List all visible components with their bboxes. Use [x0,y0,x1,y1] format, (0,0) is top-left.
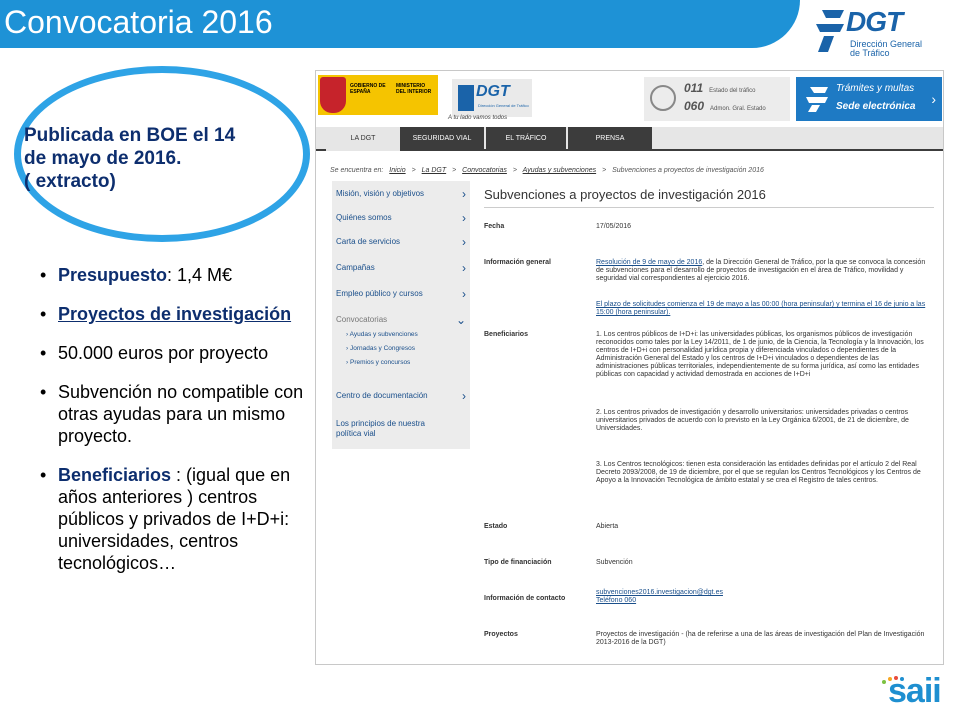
saii-logo [880,670,960,716]
field-value-fecha: 17/05/2016 [596,223,632,230]
dgt-logo [814,6,954,60]
bullet-subvencion [34,381,314,447]
webpage-dgt-sub: Dirección General de Tráfico [478,103,529,108]
sidebar-item-quienes[interactable]: Quiénes somos › [336,211,466,225]
bullet-list [34,264,314,591]
chevron-down-icon: ⌄ [455,313,466,327]
webpage-sidebar [332,181,470,449]
phone-row-011: 011 Estado del tráfico [684,81,756,95]
dgt-logo-sub-line2: de Tráfico [850,48,890,58]
bullet-text: : (igual que en años anteriores ) centros públicos y privados de I+D+i: universidades, centros tecnológicos… [58,465,291,573]
ministerio-text: MINISTERIO DEL INTERIOR [396,83,432,95]
sidebar-subitem-jornadas[interactable]: › Jornadas y Congresos [346,345,416,352]
tramites-sede-button[interactable] [796,77,942,121]
field-label-fecha: Fecha [484,223,505,230]
saii-word: saii [888,672,941,710]
breadcrumb-sep: > [512,167,517,174]
field-label-estado: Estado [484,523,508,530]
dgt-logo-word: DGT [846,6,903,37]
breadcrumb-sep: > [602,167,607,174]
chevron-right-icon: › [462,287,466,301]
sidebar-item-mision[interactable]: Misión, visión y objetivos › [336,187,466,201]
chevron-right-icon: › [931,91,936,107]
breadcrumb-current: Subvenciones a proyectos de investigación 2016 [612,167,764,174]
bullet-label: Proyectos de investigación [58,304,292,324]
bullet-dot: • [40,465,47,485]
bullet-dot: • [40,304,47,324]
bullet-proyectos [34,303,314,325]
field-label-tipo: Tipo de financiación [484,559,552,566]
sidebar-item-principios[interactable]: Los principios de nuestra política vial [336,419,425,438]
coat-of-arms-icon [320,77,346,113]
field-label-info: Información general [484,259,551,266]
bullet-text: : 1,4 M€ [167,265,233,285]
webpage-dgt-word: DGT [476,83,510,100]
bullet-dot: • [40,265,47,285]
dgt-mark-icon [458,85,474,111]
tab-seguridad-vial[interactable]: SEGURIDAD VIAL [400,127,484,151]
field-value-benef-2: 2. Los centros privados de investigación y desarrollo universitarios: universidades privadas o centros universitarios privados de acuerdo con lo previsto en la Ley Orgánica 6/2001, de 21 de diciembre, de Universidades. [596,409,909,432]
breadcrumb [330,167,768,174]
field-value-benef-1: 1. Los centros públicos de I+D+i: las universidades públicas, los organismos públicos de investigación reconocidos como tales por la Ley 14/2011, de 1 de junio, de la Ciencia, la Tecnología y la Innovación, los centros de I+D+i con personalidad jurídica propia y diferenciada vinculados o dependientes de la Administración General del Estado y los centros de I+D+i vinculados o dependientes de las administraciones públicas territoriales, independientemente de su forma jurídica, así como las entidades públicas con capacidad y actividad demostrada en acciones de I+D+i [596,331,924,378]
dgt-webpage-screenshot [315,70,944,665]
bullet-label: Beneficiarios [58,465,172,485]
sidebar-item-carta[interactable]: Carta de servicios › [336,235,466,249]
webpage-header [316,71,944,127]
breadcrumb-sep: > [452,167,457,174]
sidebar-subitem-ayudas[interactable]: › Ayudas y subvenciones [346,331,418,338]
chevron-right-icon: › [462,235,466,249]
title-bar [0,0,800,48]
webpage-dgt-logo[interactable] [452,79,532,117]
gobierno-logo[interactable] [318,75,438,115]
gobierno-text: GOBIERNO DE ESPAÑA [350,83,386,95]
webpage-nav [316,127,944,151]
tab-el-trafico[interactable]: EL TRÁFICO [486,127,566,151]
field-value-plazo [596,301,932,317]
bullet-euros [34,342,314,364]
breadcrumb-la-dgt[interactable]: La DGT [421,167,447,174]
breadcrumb-inicio[interactable]: Inicio [389,167,406,174]
tramites-label: Trámites y multas [836,83,915,94]
dgt-plus-icon [804,85,830,113]
breadcrumb-convocatorias[interactable]: Convocatorias [462,167,507,174]
contact-email-link[interactable]: subvenciones2016.investigacion@dgt.es [596,589,723,596]
resolucion-link[interactable]: Resolución de 9 de mayo de 2016 [596,259,703,266]
page-title: Subvenciones a proyectos de investigación 2016 [484,187,766,202]
field-value-proyectos: Proyectos de investigación - (ha de referirse a una de las áreas de investigación del Plan de Investigación 2013-2016 de la DGT) [596,631,925,646]
chevron-right-icon: › [462,211,466,225]
webpage-main-content [478,181,944,665]
dgt-logo-sub [850,40,922,58]
sidebar-subitem-premios[interactable]: › Premios y concursos [346,359,411,366]
contact-phone-link[interactable]: Teléfono 060 [596,597,637,604]
sidebar-item-documentacion[interactable]: Centro de documentación › [336,389,466,403]
tab-la-dgt[interactable]: LA DGT [326,127,400,151]
sidebar-item-empleo[interactable]: Empleo público y cursos › [336,287,466,301]
dgt-logo-sub-line1: Dirección General [850,39,923,49]
field-value-contacto [596,589,932,605]
chevron-right-icon: › [462,261,466,275]
boe-line-3: ( extracto) [24,171,116,192]
boe-highlight-text [24,124,294,193]
breadcrumb-prefix: Se encuentra en: [330,167,384,174]
field-value-benef-3: 3. Los Centros tecnológicos: tienen esta consideración las entidades definidas por el artículo 2 del Real Decreto 2093/2008, de 19 de diciembre, por el que se regulan los Centros Tecnológicos y los Centros de Apoyo a la Innovación Tecnológica de ámbito estatal y se crea el Registro de tales centros. [596,461,921,484]
sidebar-item-campanas[interactable]: Campañas › [336,261,466,275]
plazo-link[interactable]: El plazo de solicitudes comienza el 19 de mayo a las 00:00 (hora peninsular) y termina el 16 de junio a las 15:00 (hora peninsular). [596,301,926,316]
dgt-plus-icon [814,8,846,54]
bullet-dot: • [40,343,47,363]
field-label-contacto: Información de contacto [484,595,566,602]
field-label-proyectos: Proyectos [484,631,518,638]
bullet-text: 50.000 euros por proyecto [58,343,269,363]
bullet-dot: • [40,382,47,402]
phone-info-box[interactable] [644,77,790,121]
field-value-tipo: Subvención [596,559,633,566]
bullet-label: Presupuesto [58,265,168,285]
boe-line-1: Publicada en BOE el 14 [24,125,236,146]
sede-label: Sede electrónica [836,101,916,112]
breadcrumb-sep: > [411,167,416,174]
sidebar-item-convocatorias[interactable]: Convocatorias ⌄ [336,313,466,327]
field-value-info [596,259,932,283]
boe-line-2: de mayo de 2016. [24,148,182,169]
tab-prensa[interactable]: PRENSA [568,127,652,151]
phone-row-060: 060 Admon. Gral. Estado [684,99,766,113]
breadcrumb-ayudas[interactable]: Ayudas y subvenciones [522,167,597,174]
bullet-presupuesto [34,264,314,286]
bullet-text: Subvención no compatible con otras ayudas para un mismo proyecto. [58,382,304,446]
chevron-right-icon: › [462,389,466,403]
chevron-right-icon: › [462,187,466,201]
info-text: , de la Dirección General de Tráfico, por la que se convoca la concesión de subvenciones para el desarrollo de proyectos de investigación en el área de Tráfico, movilidad y seguridad vial correspondientes al ejercicio 2016. [596,259,926,282]
field-value-estado: Abierta [596,523,619,530]
tagline: A tu lado vamos todos [448,115,508,121]
chat-bubble-icon [650,85,676,111]
slide-title: Convocatoria 2016 [4,4,273,40]
title-divider [484,207,934,208]
field-label-beneficiarios: Beneficiarios [484,331,528,338]
bullet-beneficiarios [34,464,314,574]
